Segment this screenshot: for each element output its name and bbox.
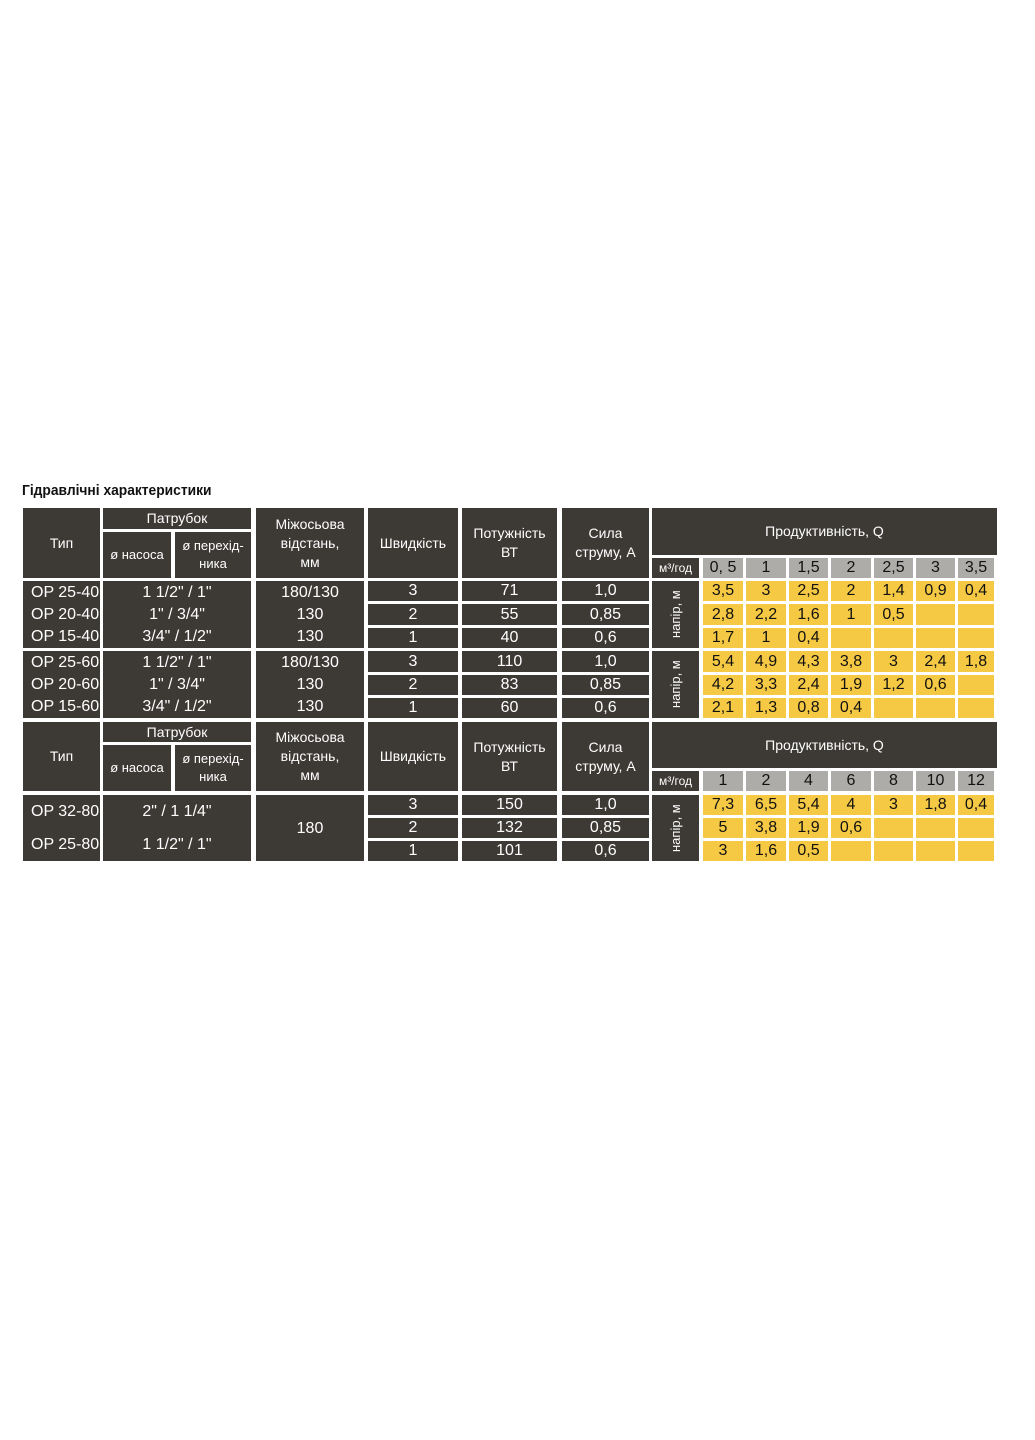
- center-distance-line: 130: [296, 605, 324, 623]
- section-title: Гідравлічні характеристики: [22, 482, 212, 499]
- model-list: [23, 651, 100, 718]
- head-value: [831, 841, 871, 861]
- header-flow-unit: м³/год: [652, 771, 699, 791]
- head-unit-label: напір, м: [652, 581, 699, 648]
- head-value: 3,8: [746, 818, 786, 838]
- head-value: 1,4: [874, 581, 913, 601]
- pipe-sizes-line: 1 1/2" / 1": [142, 583, 212, 601]
- head-value: 1: [831, 604, 871, 625]
- header-distance: Міжосьова відстань, мм: [256, 722, 364, 791]
- power-value: 150: [462, 795, 557, 815]
- flow-value: 6: [831, 771, 871, 791]
- header-speed: Швидкість: [368, 508, 458, 578]
- center-distance-line: 180/130: [281, 583, 339, 601]
- head-value: [916, 841, 955, 861]
- head-value: [916, 698, 955, 718]
- flow-value: 1: [746, 558, 786, 578]
- power-value: 55: [462, 604, 557, 625]
- flow-value: 1,5: [789, 558, 828, 578]
- pipe-sizes-line: 1" / 3/4": [149, 605, 205, 623]
- head-value: [958, 628, 994, 648]
- head-value: 0,9: [916, 581, 955, 601]
- head-value: [916, 604, 955, 625]
- flow-value: 8: [874, 771, 913, 791]
- pipe-sizes: [103, 795, 251, 861]
- power-value: 110: [462, 651, 557, 672]
- pipe-sizes: [103, 651, 251, 718]
- head-unit-label: напір, м: [652, 651, 699, 718]
- current-value: 1,0: [562, 795, 649, 815]
- head-value: [958, 604, 994, 625]
- center-distance-line: 180/130: [281, 653, 339, 671]
- center-distance-line: 180: [296, 819, 324, 837]
- head-value: 1,2: [874, 675, 913, 695]
- pipe-sizes: [103, 581, 251, 648]
- pipe-sizes-line: 1 1/2" / 1": [142, 653, 212, 671]
- head-value: 3: [746, 581, 786, 601]
- model-list-line: OP 20-40: [31, 605, 100, 623]
- speed-value: 1: [368, 628, 458, 648]
- head-unit-label: напір, м: [652, 795, 699, 861]
- center-distance-line: 130: [296, 675, 324, 693]
- header-type: Тип: [23, 508, 100, 578]
- head-value: 2,1: [703, 698, 743, 718]
- head-value: 3: [703, 841, 743, 861]
- speed-value: 3: [368, 651, 458, 672]
- head-value: 4: [831, 795, 871, 815]
- pipe-sizes-line: 3/4" / 1/2": [142, 698, 212, 716]
- current-value: 0,6: [562, 841, 649, 861]
- head-value: 7,3: [703, 795, 743, 815]
- head-value: 1,8: [916, 795, 955, 815]
- head-value: 5: [703, 818, 743, 838]
- head-value: 1,8: [958, 651, 994, 672]
- head-value: 2,8: [703, 604, 743, 625]
- head-value: 0,5: [789, 841, 828, 861]
- pipe-sizes-line: 1 1/2" / 1": [142, 836, 212, 853]
- power-value: 132: [462, 818, 557, 838]
- current-value: 0,85: [562, 604, 649, 625]
- header-branch-pipe: Патрубок: [103, 722, 251, 742]
- flow-value: 1: [703, 771, 743, 791]
- speed-value: 2: [368, 675, 458, 695]
- pipe-sizes-line: 1" / 3/4": [149, 675, 205, 693]
- power-value: 83: [462, 675, 557, 695]
- flow-value: 0, 5: [703, 558, 743, 578]
- speed-value: 2: [368, 818, 458, 838]
- header-power: Потужність ВТ: [462, 722, 557, 791]
- speed-value: 3: [368, 581, 458, 601]
- head-value: 4,2: [703, 675, 743, 695]
- head-value: 2,5: [789, 581, 828, 601]
- head-value: 2,2: [746, 604, 786, 625]
- header-productivity: Продуктивність, Q: [652, 722, 997, 768]
- header-pump-diameter: ø насоса: [103, 745, 171, 791]
- current-value: 0,6: [562, 698, 649, 718]
- current-value: 0,85: [562, 818, 649, 838]
- model-list-line: OP 32-80: [31, 803, 100, 820]
- current-value: 1,0: [562, 651, 649, 672]
- head-value: 4,9: [746, 651, 786, 672]
- flow-value: 2,5: [874, 558, 913, 578]
- center-distance: [256, 581, 364, 648]
- flow-value: 3,5: [958, 558, 994, 578]
- head-value: 1,3: [746, 698, 786, 718]
- head-value: [958, 818, 994, 838]
- header-distance: Міжосьова відстань, мм: [256, 508, 364, 578]
- head-value: 1,6: [789, 604, 828, 625]
- pipe-sizes-line: 3/4" / 1/2": [142, 628, 212, 646]
- model-list-line: OP 25-80: [31, 836, 100, 853]
- head-value: 5,4: [789, 795, 828, 815]
- head-value: 5,4: [703, 651, 743, 672]
- head-value: 0,4: [831, 698, 871, 718]
- head-value: 2,4: [789, 675, 828, 695]
- current-value: 0,85: [562, 675, 649, 695]
- head-value: 0,6: [916, 675, 955, 695]
- speed-value: 1: [368, 841, 458, 861]
- model-list-line: OP 15-60: [31, 698, 100, 716]
- power-value: 71: [462, 581, 557, 601]
- head-value: [916, 628, 955, 648]
- header-branch-pipe: Патрубок: [103, 508, 251, 529]
- flow-value: 4: [789, 771, 828, 791]
- head-value: 4,3: [789, 651, 828, 672]
- head-value: 6,5: [746, 795, 786, 815]
- speed-value: 2: [368, 604, 458, 625]
- model-list: [23, 581, 100, 648]
- model-list: [23, 795, 100, 861]
- center-distance-line: 130: [296, 628, 324, 646]
- header-speed: Швидкість: [368, 722, 458, 791]
- head-value: [916, 818, 955, 838]
- head-value: 0,6: [831, 818, 871, 838]
- flow-value: 10: [916, 771, 955, 791]
- flow-value: 2: [746, 771, 786, 791]
- flow-value: 2: [831, 558, 871, 578]
- head-value: 1,7: [703, 628, 743, 648]
- head-value: [958, 698, 994, 718]
- current-value: 0,6: [562, 628, 649, 648]
- header-productivity: Продуктивність, Q: [652, 508, 997, 555]
- header-adapter-diameter: ø перехід-ника: [175, 745, 251, 791]
- head-value: 3,3: [746, 675, 786, 695]
- header-pump-diameter: ø насоса: [103, 532, 171, 578]
- header-adapter-diameter: ø перехід-ника: [175, 532, 251, 578]
- head-value: 1,9: [831, 675, 871, 695]
- center-distance: [256, 651, 364, 718]
- flow-value: 12: [958, 771, 994, 791]
- head-value: 0,4: [958, 581, 994, 601]
- head-value: 3: [874, 651, 913, 672]
- head-value: 1: [746, 628, 786, 648]
- power-value: 101: [462, 841, 557, 861]
- head-value: 0,4: [958, 795, 994, 815]
- head-value: 2: [831, 581, 871, 601]
- power-value: 60: [462, 698, 557, 718]
- head-value: 0,8: [789, 698, 828, 718]
- center-distance-line: 130: [296, 698, 324, 716]
- speed-value: 3: [368, 795, 458, 815]
- head-value: 3: [874, 795, 913, 815]
- model-list-line: OP 25-40: [31, 583, 100, 601]
- speed-value: 1: [368, 698, 458, 718]
- head-value: [831, 628, 871, 648]
- head-value: [874, 628, 913, 648]
- header-current: Сила струму, А: [562, 508, 649, 578]
- header-type: Тип: [23, 722, 100, 791]
- pipe-sizes-line: 2" / 1 1/4": [142, 803, 212, 820]
- head-value: [874, 841, 913, 861]
- head-value: 1,9: [789, 818, 828, 838]
- power-value: 40: [462, 628, 557, 648]
- model-list-line: OP 15-40: [31, 628, 100, 646]
- current-value: 1,0: [562, 581, 649, 601]
- head-value: [874, 818, 913, 838]
- model-list-line: OP 20-60: [31, 675, 100, 693]
- head-value: 0,4: [789, 628, 828, 648]
- header-flow-unit: м³/год: [652, 558, 699, 578]
- header-power: Потужність ВТ: [462, 508, 557, 578]
- head-value: [874, 698, 913, 718]
- header-current: Сила струму, А: [562, 722, 649, 791]
- center-distance: [256, 795, 364, 861]
- head-value: 3,8: [831, 651, 871, 672]
- flow-value: 3: [916, 558, 955, 578]
- head-value: 3,5: [703, 581, 743, 601]
- head-value: 1,6: [746, 841, 786, 861]
- head-value: 0,5: [874, 604, 913, 625]
- model-list-line: OP 25-60: [31, 653, 100, 671]
- head-value: [958, 841, 994, 861]
- head-value: 2,4: [916, 651, 955, 672]
- head-value: [958, 675, 994, 695]
